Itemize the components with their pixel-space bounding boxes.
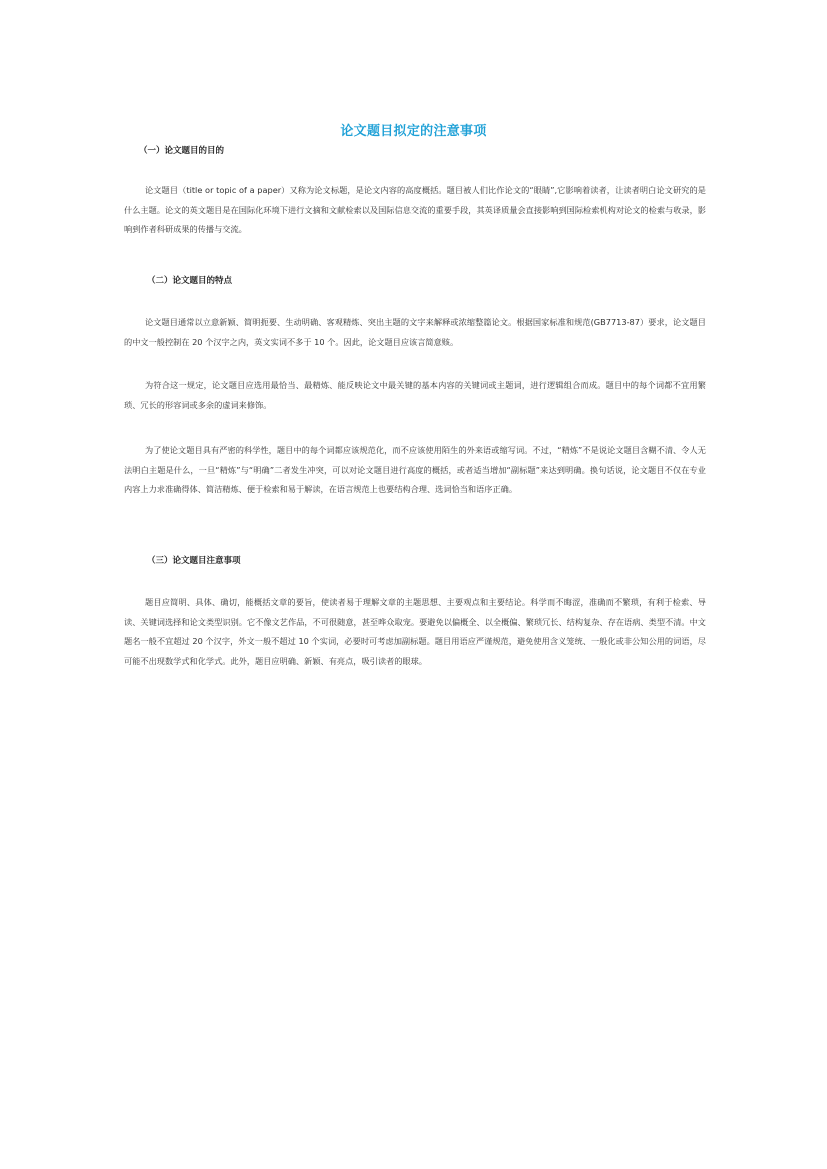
section-2-paragraph-3: 为了使论文题目具有严密的科学性，题目中的每个词都应该规范化，而不应该使用陌生的外来语或缩写词。不过，“精炼”不是说论文题目含糊不清、令人无法明白主题是什么，一旦“精炼”与“明确”二者发生冲突，可以对论文题目进行高度的概括，或者适当增加“副标题”来达到明确。换句话说，论文题目不仅在专业内容上力求准确得体、简洁精炼、便于检索和易于解读，在语言规范上也要结构合理、选词恰当和语序正确。	[124, 445, 706, 494]
section-heading-2: （二）论文题目的特点	[147, 276, 233, 286]
section-heading-3: （三）论文题目注意事项	[147, 556, 241, 566]
section-3-paragraph-1: 题目应简明、具体、确切，能概括文章的要旨，使读者易于理解文章的主题思想、主要观点和主要结论。科学而不晦涩，准确而不繁琐，有利于检索、导读、关键词选择和论文类型识别。它不像文艺作品，不可很随意，甚至哗众取宠。要避免以偏概全、以全概偏、繁琐冗长、结构复杂、存在语病、类型不清。中文题名一般不宜超过 20 个汉字，外文一般不超过 10 个实词，必要时可考虑加副标题。题目用语应严谨规范，避免使用含义笼统、一般化或非公知公用的词语，尽可能不出现数学式和化学式。此外，题目应明确、新颖、有亮点，吸引读者的眼球。	[124, 597, 706, 666]
document-title: 论文题目拟定的注意事项	[340, 124, 487, 139]
section-2-paragraph-2: 为符合这一规定，论文题目应选用最恰当、最精炼、能反映论文中最关键的基本内容的关键词或主题词，进行逻辑组合而成。题目中的每个词都不宜用繁琐、冗长的形容词或多余的虚词来修饰。	[124, 380, 706, 410]
section-1-paragraph-1: 论文题目（title or topic of a paper）又称为论文标题，是论文内容的高度概括。题目被人们比作论文的“眼睛”,它影响着读者，让读者明白论文研究的是什么主题。论文的英文题目是在国际化环境下进行文摘和文献检索以及国际信息交流的重要手段，其英译质量会直接影响到国际检索机构对论文的检索与收录，影响到作者科研成果的传播与交流。	[124, 185, 706, 234]
section-2-paragraph-1: 论文题目通常以立意新颖、简明扼要、生动明确、客观精炼、突出主题的文字来解释或浓缩整篇论文。根据国家标准和规范(GB7713-87）要求，论文题目的中文一般控制在 20 个汉字之内，英文实词不多于 10 个。因此，论文题目应该言简意赅。	[124, 317, 706, 347]
section-heading-1: （一）论文题目的目的	[139, 146, 225, 156]
